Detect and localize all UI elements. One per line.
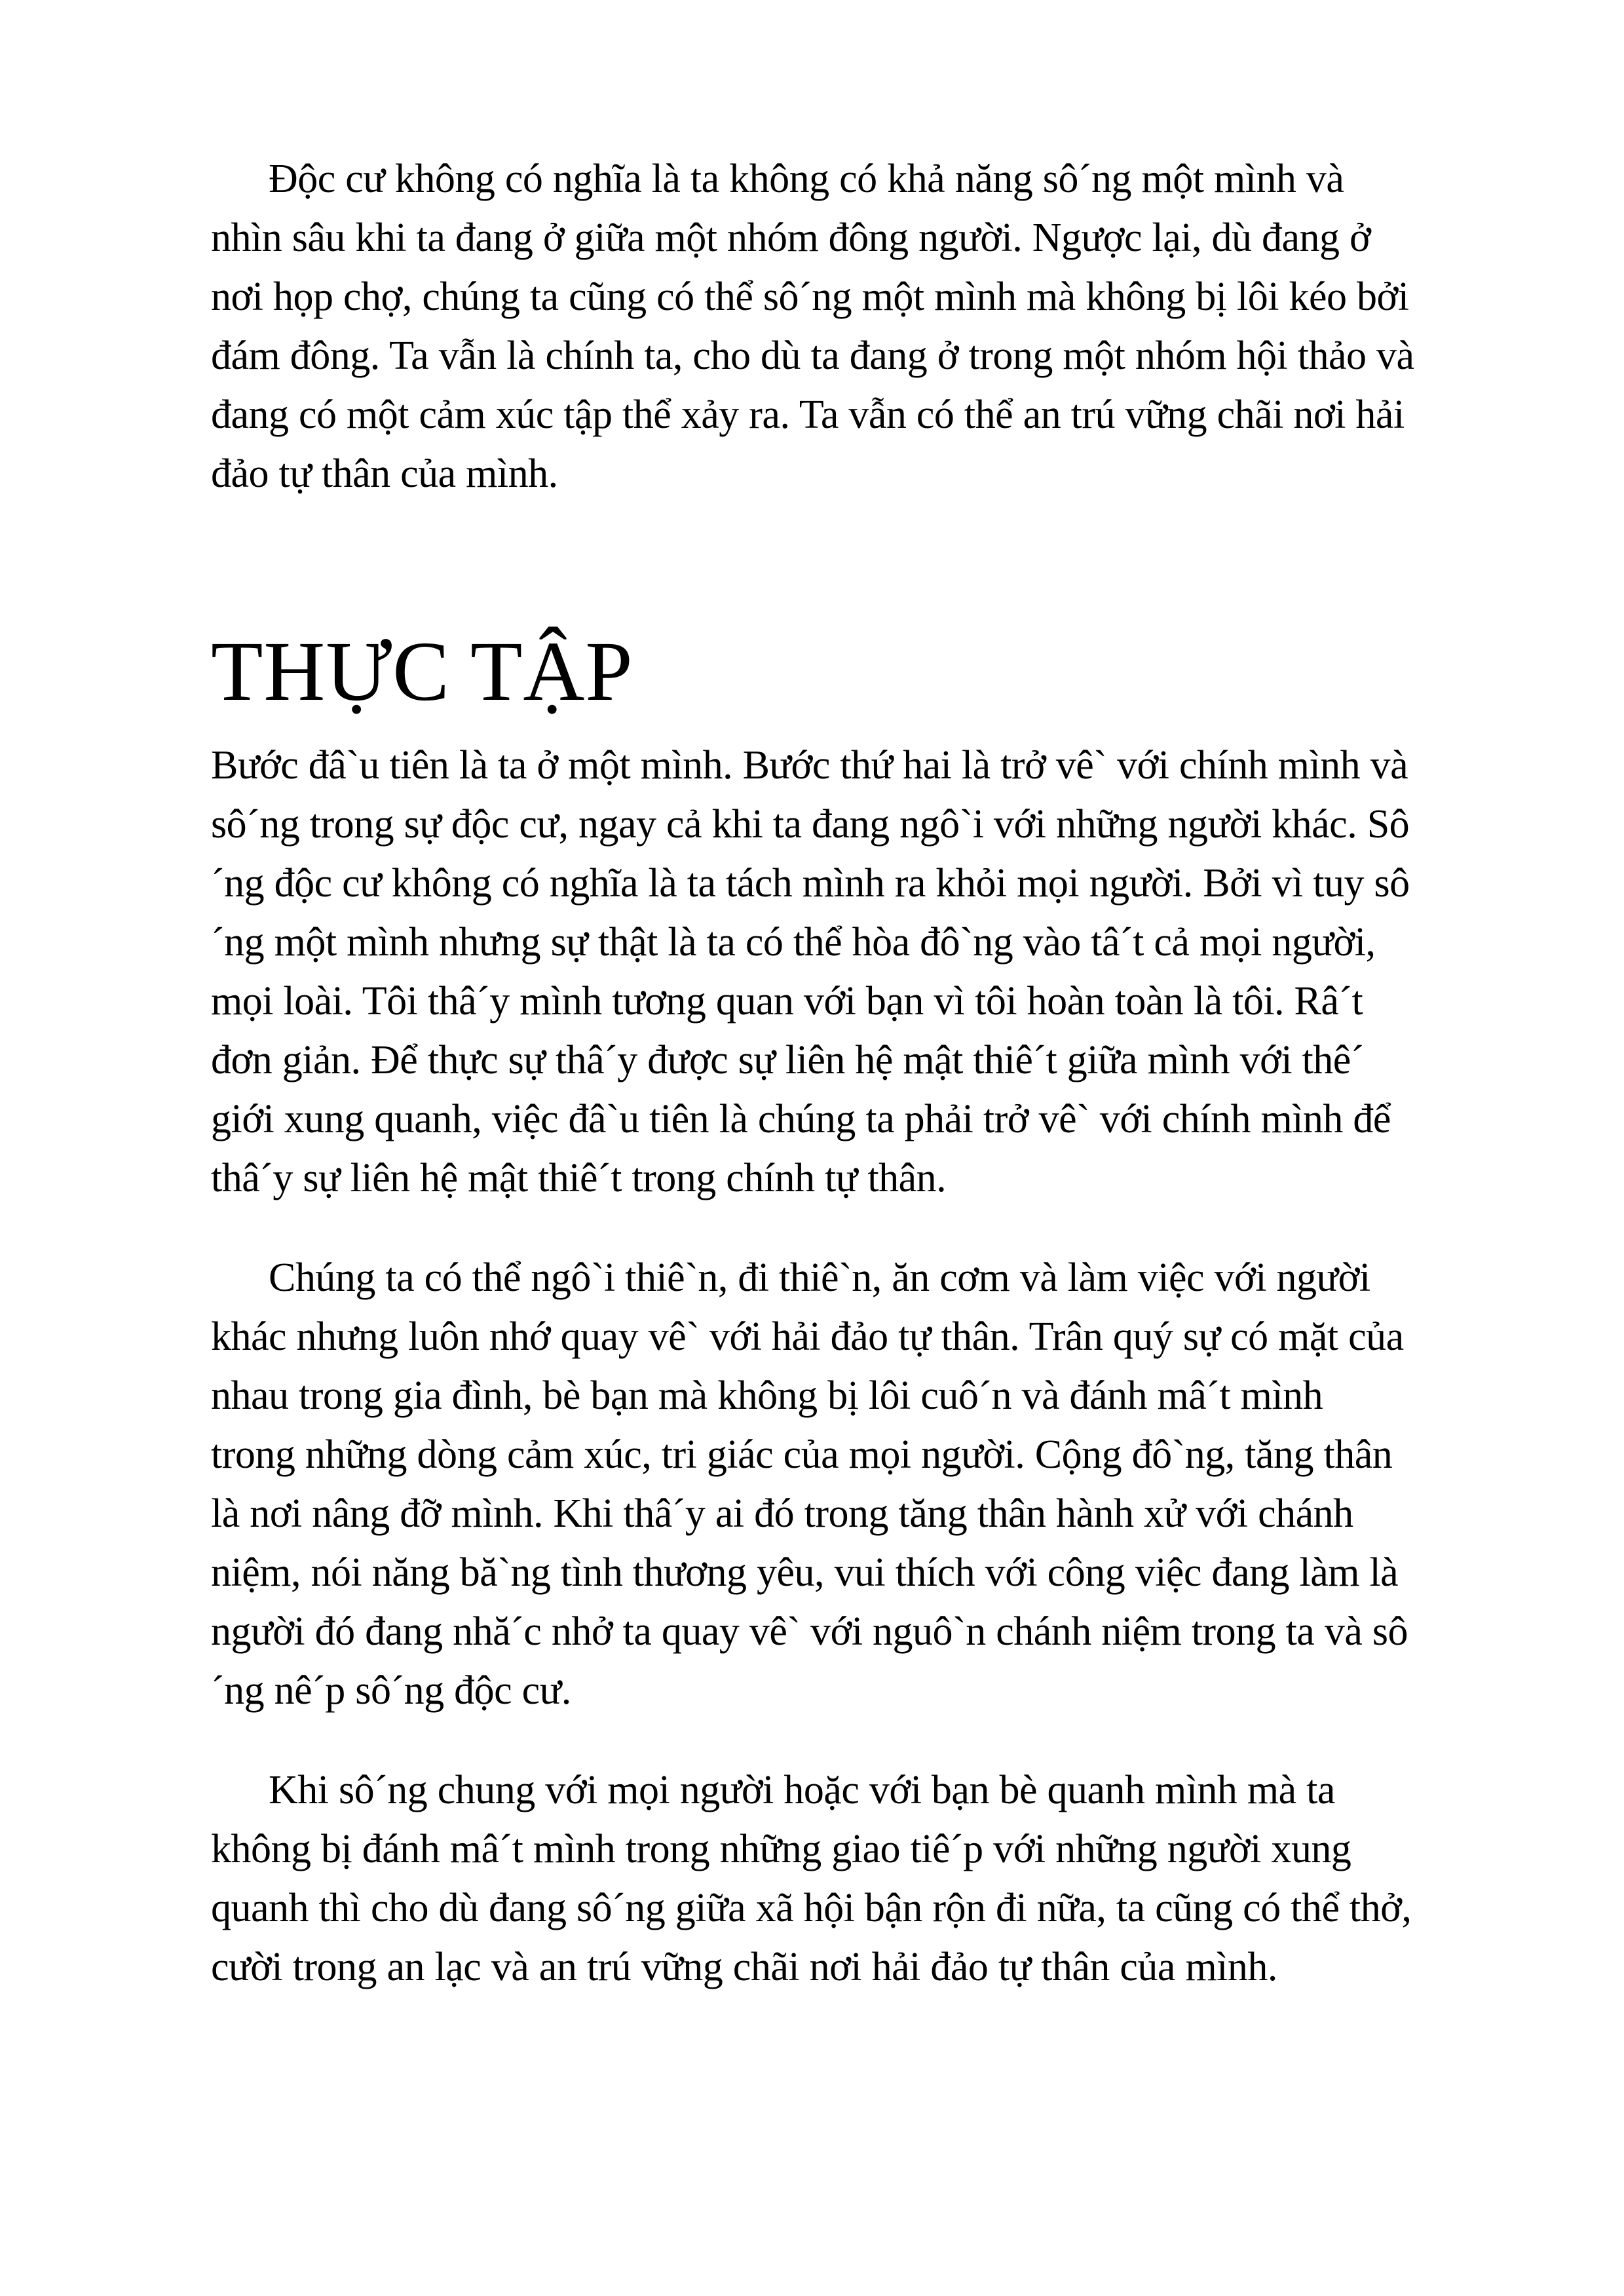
intro-paragraph: Độc cư không có nghĩa là ta không có khả năng sô´ng một mình và nhìn sâu khi ta đang ở giữa một nhóm đông người. Ngược lại, dù đang ở nơi họp chợ, chúng ta cũng có thể sô´ng một mình mà không bị lôi kéo bởi đám đông. Ta vẫn là chính ta, cho dù ta đang ở trong một nhóm hội thảo và đang có một cảm xúc tập thể xảy ra. Ta vẫn có thể an trú vững chãi nơi hải đảo tự thân của mình. [211,157,1414,496]
practice-paragraph-2: Chúng ta có thể ngô`i thiê`n, đi thiê`n, ăn cơm và làm việc với người khác nhưng luôn nhớ quay vê` với hải đảo tự thân. Trân quý sự có mặt của nhau trong gia đình, bè bạn mà không bị lôi cuô´n và đánh mâ´t mình trong những dòng cảm xúc, tri giác của mọi người. Cộng đô`ng, tăng thân là nơi nâng đỡ mình. Khi thâ´y ai đó trong tăng thân hành xử với chánh niệm, nói năng bă`ng tình thương yêu, vui thích với công việc đang làm là người đó đang nhă´c nhở ta quay vê` với nguô`n chánh niệm trong ta và sô´ng nê´p sô´ng độc cư. [211,1255,1408,1713]
practice-paragraph-3: Khi sô´ng chung với mọi người hoặc với bạn bè quanh mình mà ta không bị đánh mâ´t mình trong những giao tiê´p với những người xung quanh thì cho dù đang sô´ng giữa xã hội bận rộn đi nữa, ta cũng có thể thở, cười trong an lạc và an trú vững chãi nơi hải đảo tự thân của mình. [211,1768,1412,1989]
section-heading: THỰC TẬP [211,624,633,719]
practice-paragraph-1: Bước đâ`u tiên là ta ở một mình. Bước thứ hai là trở vê` với chính mình và sô´ng trong sự độc cư, ngay cả khi ta đang ngô`i với những người khác. Sô´ng độc cư không có nghĩa là ta tách mình ra khỏi mọi người. Bởi vì tuy sô´ng một mình nhưng sự thật là ta có thể hòa đô`ng vào tâ´t cả mọi người, mọi loài. Tôi thâ´y mình tương quan với bạn vì tôi hoàn toàn là tôi. Râ´t đơn giản. Để thực sự thâ´y được sự liên hệ mật thiê´t giữa mình với thê´ giới xung quanh, việc đâ`u tiên là chúng ta phải trở vê` với chính mình để thâ´y sự liên hệ mật thiê´t trong chính tự thân. [211,743,1410,1200]
